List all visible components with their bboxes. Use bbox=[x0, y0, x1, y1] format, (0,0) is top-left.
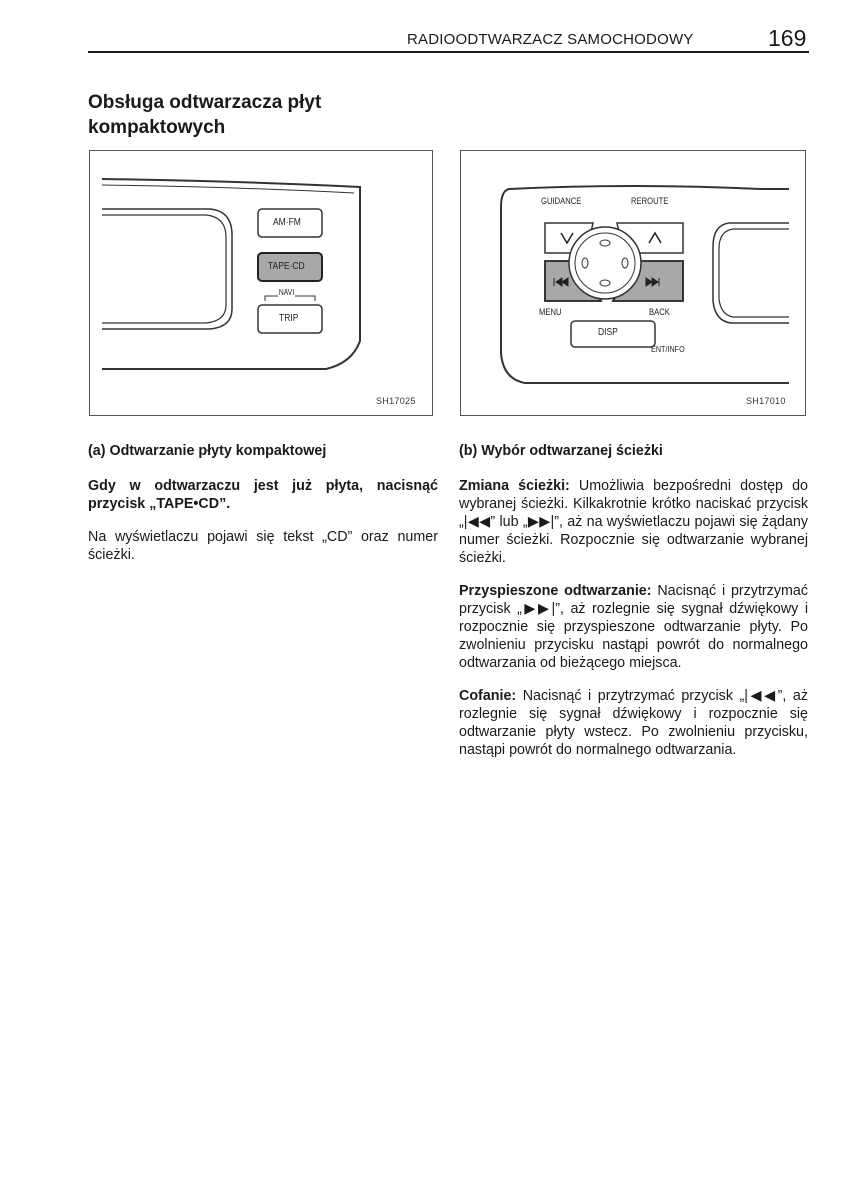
paragraph-text: Nacisnąć i przytrzymać przycisk „|◀◀”, aż rozlegnie się sygnał dźwiękowy i rozpocznie się odtwarzanie płyty wstecz. Po zwolnieniu przycisku, nastąpi powrót do normalnego odtwarzania. bbox=[459, 688, 808, 758]
figure-navigation-controls bbox=[460, 150, 806, 416]
paragraph-fast-forward bbox=[459, 582, 808, 672]
figure-code: SH17025 bbox=[376, 396, 416, 406]
menu-label: MENU bbox=[539, 307, 562, 317]
track-control-illustration bbox=[461, 151, 805, 415]
back-label: BACK bbox=[649, 307, 670, 317]
body-text: Na wyświetlaczu pojawi się tekst „CD” oraz numer ścieżki. bbox=[88, 529, 438, 563]
paragraph-rewind bbox=[459, 687, 808, 759]
ent-info-label: ENT/INFO bbox=[651, 344, 685, 354]
header-rule bbox=[88, 51, 809, 53]
navi-label: NAVI bbox=[278, 288, 295, 297]
figure-code: SH17010 bbox=[746, 396, 786, 406]
instruction-text: Gdy w odtwarzaczu jest już płyta, nacisnąć przycisk „TAPE•CD”. bbox=[88, 478, 438, 512]
right-column bbox=[459, 442, 808, 774]
running-header: RADIOODTWARZACZ SAMOCHODOWY bbox=[407, 31, 694, 48]
trip-button-label: TRIP bbox=[279, 313, 299, 324]
paragraph-track-change bbox=[459, 477, 808, 567]
disp-button-label: DISP bbox=[598, 327, 618, 338]
left-column bbox=[88, 442, 438, 579]
tape-cd-button-label: TAPE·CD bbox=[268, 261, 305, 272]
guidance-label: GUIDANCE bbox=[541, 196, 582, 206]
paragraph-text: Nacisnąć i przytrzymać przycisk „▶▶|”, aż rozlegnie się sygnał dźwiękowy i rozpocznie się przyspieszone odtwarzanie płyty. Po zwolnieniu przycisku nastąpi powrót do normalnego odtwarzania od bieżącego miejsca. bbox=[459, 583, 808, 671]
radio-panel-illustration bbox=[90, 151, 432, 415]
section-heading-b: (b) Wybór odtwarzanej ścieżki bbox=[459, 443, 663, 459]
page-title: Obsługa odtwarzacza płyt kompaktowych bbox=[88, 92, 322, 138]
am-fm-button-label: AM·FM bbox=[273, 217, 301, 228]
paragraph-lead: Zmiana ścieżki: bbox=[459, 478, 570, 494]
figure-radio-buttons bbox=[89, 150, 433, 416]
reroute-label: REROUTE bbox=[631, 196, 669, 206]
paragraph-text: Umożliwia bezpośredni dostęp do wybranej ścieżki. Kilkakrotnie krótko naciskać przycisk „|◀◀” lub „▶▶|”, aż na wyświetlaczu pojawi się żądany numer ścieżki. Rozpocznie się odtwarzanie wybranej ścieżki. bbox=[459, 478, 808, 566]
page-number: 169 bbox=[768, 25, 807, 51]
paragraph-lead: Przyspieszone odtwarzanie: bbox=[459, 583, 652, 599]
paragraph-lead: Cofanie: bbox=[459, 688, 517, 704]
section-heading-a: (a) Odtwarzanie płyty kompaktowej bbox=[88, 443, 327, 459]
